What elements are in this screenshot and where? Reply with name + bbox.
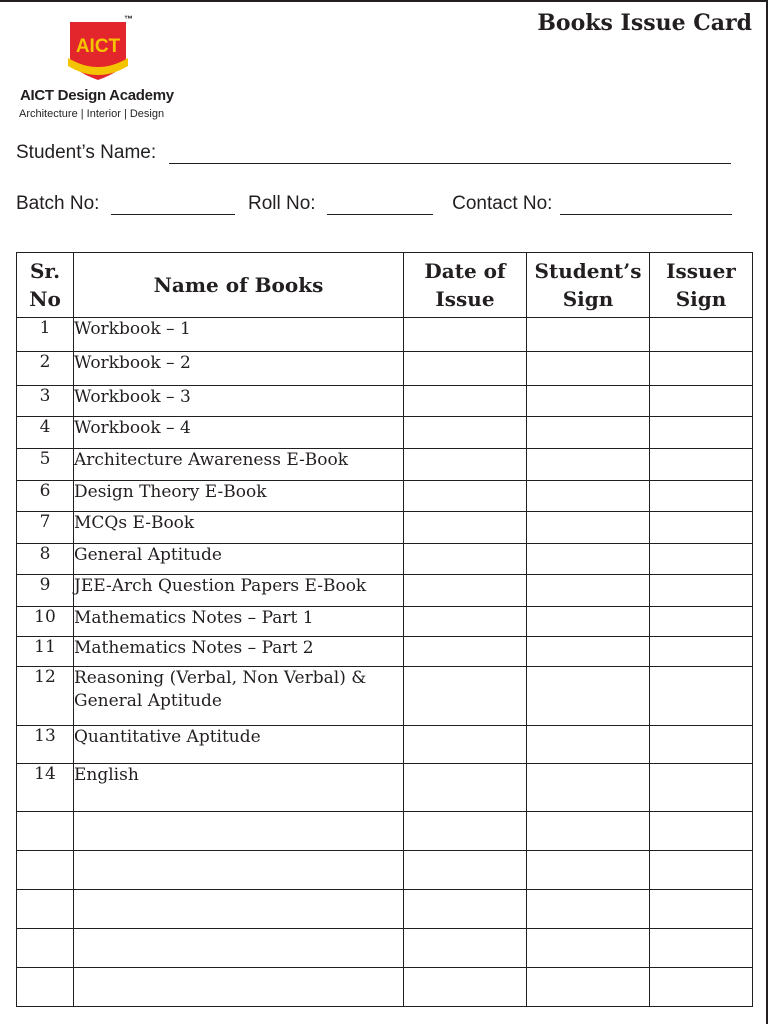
row-date-cell[interactable] [404, 726, 527, 764]
header-student-sign: Student’s Sign [527, 253, 650, 318]
row-book-name: English [74, 764, 404, 812]
row-student-sign-cell[interactable] [527, 764, 650, 812]
row-sr-no [17, 851, 74, 890]
row-sr-no [17, 812, 74, 851]
table-row [17, 386, 753, 417]
row-sr-no: 5 [17, 449, 74, 481]
logo-mark-text: AICT [75, 36, 121, 57]
books-table [16, 252, 753, 1007]
row-sr-no: 11 [17, 637, 74, 667]
row-sr-no: 3 [17, 386, 74, 417]
batch-roll-contact-row [16, 193, 732, 215]
row-student-sign-cell[interactable] [527, 512, 650, 544]
row-book-name: MCQs E-Book [74, 512, 404, 544]
row-date-cell[interactable] [404, 929, 527, 968]
roll-label: Roll No: [248, 193, 316, 214]
row-date-cell[interactable] [404, 318, 527, 352]
row-sr-no: 9 [17, 575, 74, 607]
row-date-cell[interactable] [404, 544, 527, 575]
table-header-row [17, 253, 753, 318]
header-book-name: Name of Books [74, 253, 404, 318]
row-issuer-sign-cell[interactable] [650, 318, 753, 352]
roll-field[interactable] [327, 196, 433, 215]
table-row [17, 607, 753, 637]
row-student-sign-cell[interactable] [527, 667, 650, 726]
row-date-cell[interactable] [404, 890, 527, 929]
row-issuer-sign-cell[interactable] [650, 386, 753, 417]
table-row [17, 637, 753, 667]
row-date-cell[interactable] [404, 449, 527, 481]
row-sr-no: 8 [17, 544, 74, 575]
row-sr-no [17, 929, 74, 968]
row-issuer-sign-cell[interactable] [650, 851, 753, 890]
row-book-name [74, 929, 404, 968]
row-student-sign-cell[interactable] [527, 575, 650, 607]
batch-field[interactable] [111, 196, 235, 215]
row-sr-no: 7 [17, 512, 74, 544]
row-issuer-sign-cell[interactable] [650, 417, 753, 449]
row-sr-no [17, 890, 74, 929]
row-student-sign-cell[interactable] [527, 890, 650, 929]
table-row [17, 764, 753, 812]
table-row [17, 318, 753, 352]
row-date-cell[interactable] [404, 512, 527, 544]
table-row [17, 890, 753, 929]
row-issuer-sign-cell[interactable] [650, 607, 753, 637]
row-issuer-sign-cell[interactable] [650, 764, 753, 812]
row-book-name: Quantitative Aptitude [74, 726, 404, 764]
row-student-sign-cell[interactable] [527, 318, 650, 352]
row-date-cell[interactable] [404, 386, 527, 417]
row-sr-no: 4 [17, 417, 74, 449]
table-row [17, 812, 753, 851]
row-student-sign-cell[interactable] [527, 726, 650, 764]
table-row [17, 417, 753, 449]
table-row [17, 544, 753, 575]
batch-label: Batch No: [16, 193, 100, 214]
row-student-sign-cell[interactable] [527, 449, 650, 481]
row-issuer-sign-cell[interactable] [650, 449, 753, 481]
row-student-sign-cell[interactable] [527, 481, 650, 512]
header-sr-no: Sr. No [17, 253, 74, 318]
table-row [17, 726, 753, 764]
table-row [17, 449, 753, 481]
row-issuer-sign-cell[interactable] [650, 929, 753, 968]
row-student-sign-cell[interactable] [527, 637, 650, 667]
row-date-cell[interactable] [404, 352, 527, 386]
table-row [17, 575, 753, 607]
row-issuer-sign-cell[interactable] [650, 890, 753, 929]
row-date-cell[interactable] [404, 575, 527, 607]
row-issuer-sign-cell[interactable] [650, 481, 753, 512]
table-row [17, 929, 753, 968]
row-issuer-sign-cell[interactable] [650, 352, 753, 386]
academy-name: AICT Design Academy [20, 87, 174, 104]
row-book-name: Mathematics Notes – Part 1 [74, 607, 404, 637]
row-issuer-sign-cell[interactable] [650, 968, 753, 1007]
row-date-cell[interactable] [404, 667, 527, 726]
row-student-sign-cell[interactable] [527, 352, 650, 386]
row-sr-no: 10 [17, 607, 74, 637]
row-book-name [74, 851, 404, 890]
row-sr-no: 12 [17, 667, 74, 726]
row-issuer-sign-cell[interactable] [650, 667, 753, 726]
row-student-sign-cell[interactable] [527, 968, 650, 1007]
row-date-cell[interactable] [404, 812, 527, 851]
table-row [17, 851, 753, 890]
academy-tagline: Architecture | Interior | Design [19, 108, 165, 120]
shield-logo-icon [66, 18, 130, 84]
table-row [17, 352, 753, 386]
row-student-sign-cell[interactable] [527, 929, 650, 968]
row-sr-no [17, 968, 74, 1007]
row-book-name: Workbook – 3 [74, 386, 404, 417]
row-issuer-sign-cell[interactable] [650, 575, 753, 607]
row-student-sign-cell[interactable] [527, 544, 650, 575]
row-date-cell[interactable] [404, 417, 527, 449]
row-date-cell[interactable] [404, 851, 527, 890]
row-sr-no: 6 [17, 481, 74, 512]
row-issuer-sign-cell[interactable] [650, 812, 753, 851]
student-name-row [16, 142, 731, 164]
row-sr-no: 13 [17, 726, 74, 764]
row-book-name: Architecture Awareness E-Book [74, 449, 404, 481]
row-book-name: Workbook – 4 [74, 417, 404, 449]
row-date-cell[interactable] [404, 481, 527, 512]
row-book-name: Design Theory E-Book [74, 481, 404, 512]
row-student-sign-cell[interactable] [527, 812, 650, 851]
row-book-name [74, 812, 404, 851]
row-book-name [74, 968, 404, 1007]
row-book-name: Workbook – 1 [74, 318, 404, 352]
row-sr-no: 1 [17, 318, 74, 352]
row-book-name: JEE-Arch Question Papers E-Book [74, 575, 404, 607]
header-date-of-issue: Date of Issue [404, 253, 527, 318]
contact-label: Contact No: [452, 193, 553, 214]
row-date-cell[interactable] [404, 607, 527, 637]
academy-logo [14, 14, 214, 126]
row-student-sign-cell[interactable] [527, 607, 650, 637]
row-book-name: General Aptitude [74, 544, 404, 575]
row-date-cell[interactable] [404, 637, 527, 667]
row-sr-no: 2 [17, 352, 74, 386]
row-issuer-sign-cell[interactable] [650, 512, 753, 544]
student-name-label: Student’s Name: [16, 142, 157, 163]
row-book-name: Workbook – 2 [74, 352, 404, 386]
table-row [17, 512, 753, 544]
row-issuer-sign-cell[interactable] [650, 544, 753, 575]
row-issuer-sign-cell[interactable] [650, 726, 753, 764]
row-student-sign-cell[interactable] [527, 851, 650, 890]
contact-field[interactable] [560, 196, 732, 215]
table-row [17, 968, 753, 1007]
student-name-field[interactable] [169, 145, 731, 164]
table-row [17, 481, 753, 512]
table-row [17, 667, 753, 726]
row-book-name: Mathematics Notes – Part 2 [74, 637, 404, 667]
row-date-cell[interactable] [404, 764, 527, 812]
row-date-cell[interactable] [404, 968, 527, 1007]
trademark-symbol: ™ [124, 14, 133, 24]
row-student-sign-cell[interactable] [527, 417, 650, 449]
row-book-name [74, 890, 404, 929]
row-sr-no: 14 [17, 764, 74, 812]
row-student-sign-cell[interactable] [527, 386, 650, 417]
card-title: Books Issue Card [537, 10, 752, 36]
row-issuer-sign-cell[interactable] [650, 637, 753, 667]
header-issuer-sign: Issuer Sign [650, 253, 753, 318]
row-book-name: Reasoning (Verbal, Non Verbal) & General Aptitude [74, 667, 404, 726]
